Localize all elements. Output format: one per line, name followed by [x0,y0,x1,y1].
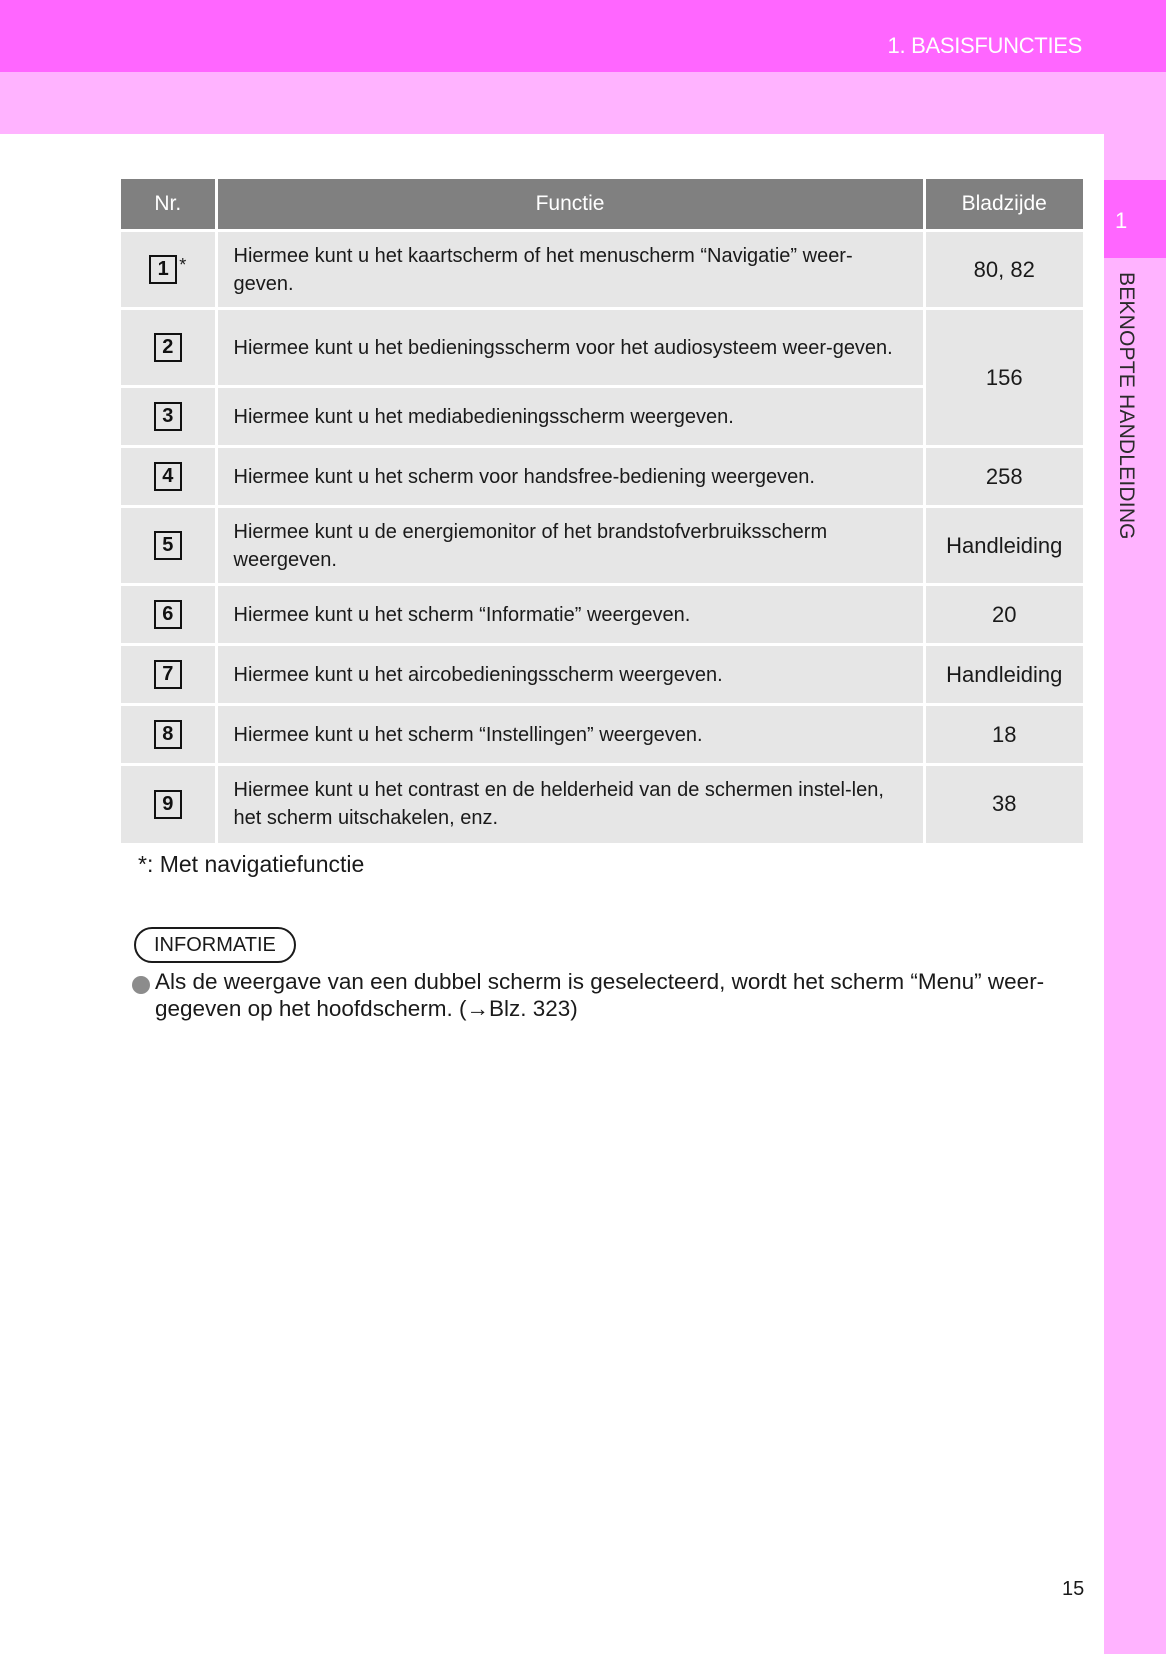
table-row [121,507,1083,585]
row-number-cell [121,447,216,507]
number-box: 3 [154,402,182,431]
row-number-cell [121,585,216,645]
footnote: *: Met navigatiefunctie [138,851,365,877]
page-number: 15 [1062,1578,1085,1600]
function-cell: Hiermee kunt u het bedieningsscherm voor het audiosysteem weer-geven. [216,309,924,387]
page-cell: 156 [924,309,1083,447]
number-box: 8 [154,720,182,749]
function-cell: Hiermee kunt u het kaartscherm of het menuscherm “Navigatie” weer-geven. [216,231,924,309]
number-box: 4 [154,462,182,491]
page-cell: 258 [924,447,1083,507]
table-row [121,645,1083,705]
function-table [121,179,1083,843]
column-header-bladzijde: Bladzijde [924,179,1083,231]
row-number-cell [121,507,216,585]
number-box: 7 [154,660,182,689]
number-box: 9 [154,790,182,819]
row-number-cell [121,705,216,765]
info-label: INFORMATIE [134,927,296,963]
table-row [121,309,1083,387]
page-cell: 20 [924,585,1083,645]
table-row [121,705,1083,765]
page-cell: 18 [924,705,1083,765]
page-cell: Handleiding [924,507,1083,585]
table-row [121,585,1083,645]
footnote-star: * [179,254,187,275]
info-text: Als de weergave van een dubbel scherm is geselecteerd, wordt het scherm “Menu” weer-gegeven op het hoofdscherm. (→Blz. 323) [155,969,1045,1021]
table-row [121,447,1083,507]
column-header-functie: Functie [216,179,924,231]
number-box: 5 [154,531,182,560]
page-cell: 38 [924,765,1083,843]
header-sub-band [0,72,1166,134]
row-number-cell [121,645,216,705]
page-cell: 80, 82 [924,231,1083,309]
number-box: 1 [149,255,177,284]
function-cell: Hiermee kunt u het scherm “Informatie” weergeven. [216,585,924,645]
row-number-cell [121,387,216,447]
column-header-nr: Nr. [121,179,216,231]
bullet-icon [132,976,150,994]
chapter-tab[interactable] [1104,180,1166,258]
function-cell: Hiermee kunt u het mediabedieningsscherm weergeven. [216,387,924,447]
function-cell: Hiermee kunt u het aircobedieningsscherm weergeven. [216,645,924,705]
function-cell: Hiermee kunt u het scherm voor handsfree-bediening weergeven. [216,447,924,507]
chapter-number: 1 [1115,208,1128,233]
number-box: 2 [154,333,182,362]
table-row [121,231,1083,309]
number-box: 6 [154,600,182,629]
chapter-label: BEKNOPTE HANDLEIDING [1115,272,1138,540]
function-cell: Hiermee kunt u de energiemonitor of het brandstofverbruiksscherm weergeven. [216,507,924,585]
function-cell: Hiermee kunt u het contrast en de helderheid van de schermen instel-len, het scherm uitschakelen, enz. [216,765,924,843]
table-header-row [121,179,1083,231]
table-row [121,765,1083,843]
row-number-cell [121,765,216,843]
row-number-cell [121,231,216,309]
row-number-cell [121,309,216,387]
section-title: 1. BASISFUNCTIES [887,33,1082,58]
page-cell: Handleiding [924,645,1083,705]
function-cell: Hiermee kunt u het scherm “Instellingen” weergeven. [216,705,924,765]
